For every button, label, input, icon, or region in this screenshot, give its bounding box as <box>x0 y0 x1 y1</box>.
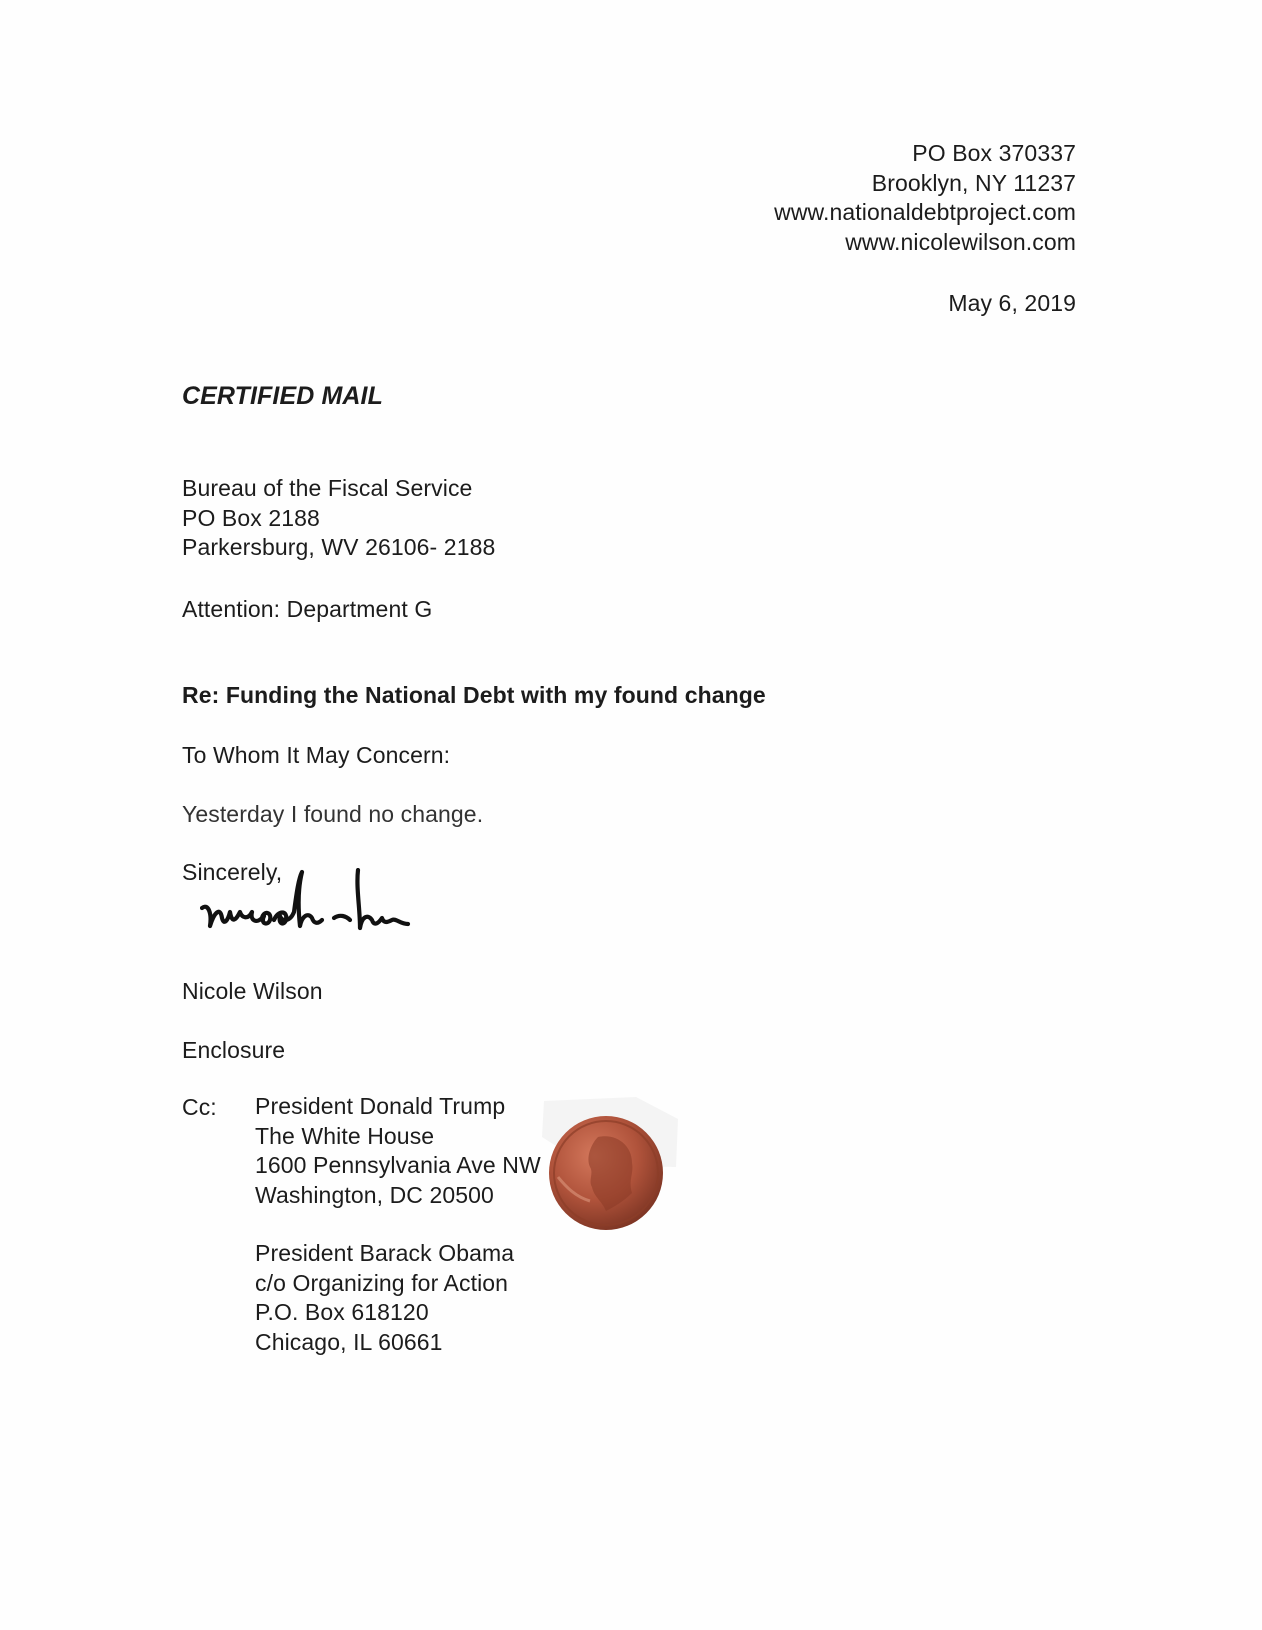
recipient-po-box: PO Box 2188 <box>182 504 320 531</box>
signer-name: Nicole Wilson <box>182 978 323 1004</box>
cc-recipient-obama <box>255 1239 514 1357</box>
sender-website-1: www.nationaldebtproject.com <box>774 199 1076 225</box>
handwritten-signature <box>200 868 460 958</box>
cc-label: Cc: <box>182 1094 217 1120</box>
recipient-city: Parkersburg, WV 26106- 2188 <box>182 534 496 560</box>
cc-line: Washington, DC 20500 <box>255 1181 494 1208</box>
sender-address <box>774 139 1076 257</box>
penny-icon <box>536 1097 686 1237</box>
enclosure-note: Enclosure <box>182 1037 286 1063</box>
closing: Sincerely, <box>182 859 283 885</box>
letter-date: May 6, 2019 <box>948 290 1076 316</box>
sender-po-box: PO Box 370337 <box>912 140 1076 166</box>
cc-line: President Barack Obama <box>255 1240 515 1266</box>
cc-recipient-trump <box>255 1092 541 1210</box>
attention-line: Attention: Department G <box>182 596 433 622</box>
cc-line: President Donald Trump <box>255 1093 506 1119</box>
cc-line: P.O. Box 618120 <box>255 1299 429 1325</box>
recipient-address <box>182 474 495 563</box>
sender-website-2: www.nicolewilson.com <box>845 228 1076 255</box>
sender-city: Brooklyn, NY 11237 <box>871 169 1076 196</box>
subject-line: Re: Funding the National Debt with my found change <box>182 682 766 708</box>
cc-line: Chicago, IL 60661 <box>255 1328 443 1355</box>
cc-line: c/o Organizing for Action <box>255 1269 509 1296</box>
cc-line: The White House <box>255 1122 435 1149</box>
salutation: To Whom It May Concern: <box>182 742 451 768</box>
letter-body: Yesterday I found no change. <box>182 801 484 827</box>
recipient-name: Bureau of the Fiscal Service <box>182 475 473 501</box>
certified-mail-heading: CERTIFIED MAIL <box>182 382 383 410</box>
cc-line: 1600 Pennsylvania Ave NW <box>255 1152 541 1178</box>
